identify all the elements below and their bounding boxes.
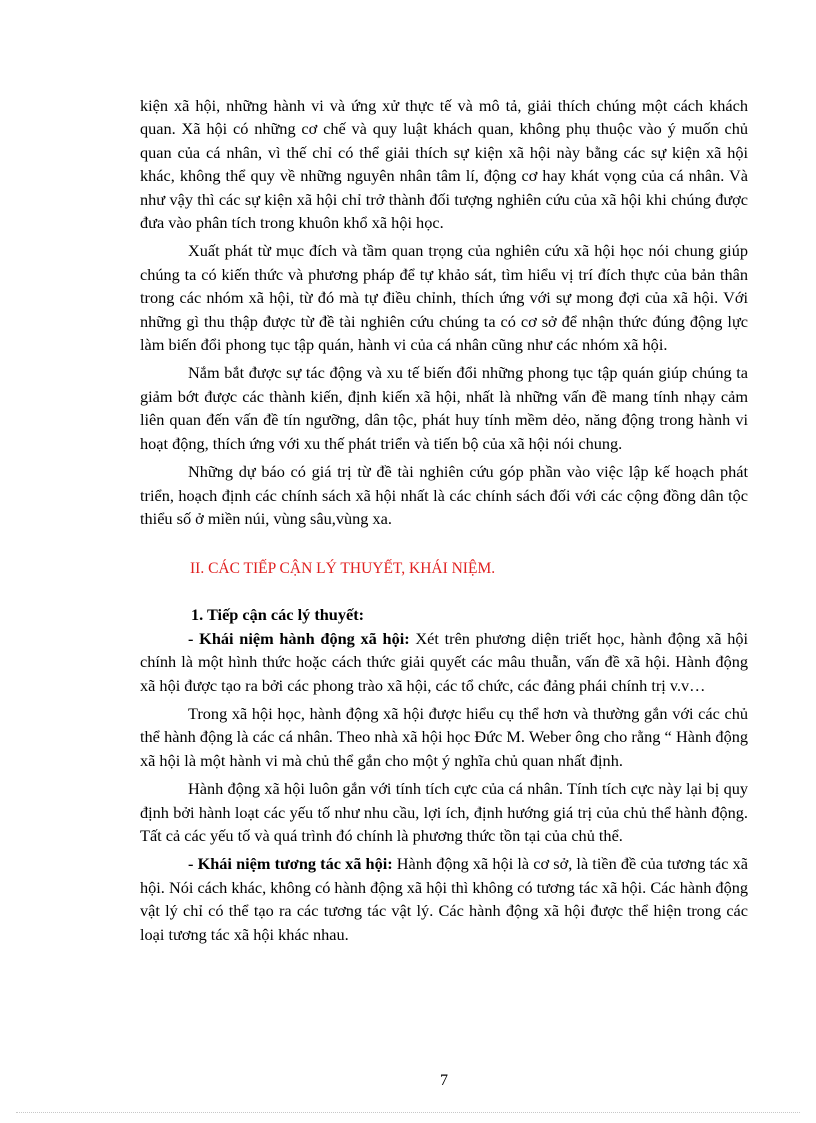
paragraph-1: kiện xã hội, những hành vi và ứng xử thực tế và mô tả, giải thích chúng một cách khách quan. Xã hội có những cơ chế và quy luật khách quan, không phụ thuộc vào ý muốn chủ quan của cá nhân, vì thế chỉ có thể giải thích sự kiện xã hội này bằng các sự kiện xã hội khác, không thể quy về những nguyên nhân tâm lí, động cơ hay khát vọng của cá nhân. Và như vậy thì các sự kiện xã hội chỉ trở thành đối tượng nghiên cứu của xã hội khi chúng được đưa vào phân tích trong khuôn khổ xã hội học. (140, 96, 748, 233)
page-number: 7 (440, 1072, 448, 1089)
paragraph-4: Những dự báo có giá trị từ đề tài nghiên cứu góp phần vào việc lập kế hoạch phát triển, hoạch định các chính sách xã hội nhất là các chính sách đối với các cộng đồng dân tộc thiểu số ở miền núi, vùng sâu,vùng xa. (140, 462, 748, 528)
document-body (140, 94, 748, 946)
concept-action-lead: - Khái niệm hành động xã hội: (188, 628, 410, 648)
paragraph-6: Trong xã hội học, hành động xã hội được hiểu cụ thể hơn và thường gắn với các chủ thể hành động là các cá nhân. Theo nhà xã hội học Đức M. Weber ông cho rằng “ Hành động xã hội là một hành vi mà chủ thể gắn cho một ý nghĩa chủ quan nhất định. (140, 703, 748, 770)
paragraph-concept-interaction (140, 852, 748, 946)
paragraph-concept-action (140, 627, 748, 697)
paragraph-2: Xuất phát từ mục đích và tầm quan trọng của nghiên cứu xã hội học nói chung giúp chúng ta có kiến thức và phương pháp để tự khảo sát, tìm hiểu vị trí đích thực của bản thân trong các nhóm xã hội, từ đó mà tự điều chỉnh, thích ứng với sự mong đợi của xã hội. Với những gì thu thập được từ đề tài nghiên cứu chúng ta có cơ sở để nhận thức đúng động lực làm biến đổi phong tục tập quán, hành vi của cá nhân cũng như các nhóm xã hội. (140, 241, 748, 355)
paragraph-7: Hành động xã hội luôn gắn với tính tích cực của cá nhân. Tính tích cực này lại bị quy định bởi hành loạt các yếu tố như nhu cầu, lợi ích, định hướng giá trị của chủ thể hành động. Tất cả các yếu tố và quá trình đó chính là phương thức tồn tại của chủ thể. (140, 779, 748, 845)
page-bottom-divider (16, 1112, 800, 1113)
concept-action-text: Xét trên phương diện triết học, hành động xã hội chính là một hình thức hoặc cách thức giải quyết các mâu thuẫn, vấn đề xã hội. Hành động xã hội được tạo ra bởi các phong trào xã hội, các tổ chức, các đảng phái chính trị v.v… (140, 628, 748, 695)
paragraph-3: Nắm bắt được sự tác động và xu tế biến đổi những phong tục tập quán giúp chúng ta giảm bớt được các thành kiến, định kiến xã hội, nhất là những vấn đề mang tính nhạy cảm liên quan đến vấn đề tín ngưỡng, dân tộc, phát huy tính mềm dẻo, năng động trong hành vi hoạt động, thích ứng với xu thế phát triển và tiến bộ của xã hội nói chung. (140, 363, 748, 453)
subheading: 1. Tiếp cận các lý thuyết: (191, 605, 365, 625)
section-heading: II. CÁC TIẾP CẬN LÝ THUYẾT, KHÁI NIỆM. (190, 560, 496, 578)
concept-interaction-lead: - Khái niệm tương tác xã hội: (188, 854, 393, 874)
concept-interaction-text: Hành động xã hội là cơ sở, là tiền đề của tương tác xã hội. Nói cách khác, không có hành động xã hội thì không có tương tác xã hội. Các hành động vật lý chỉ có thể tạo ra các tương tác vật lý. Các hành động xã hội được thể hiện trong các loại tương tác xã hội khác nhau. (140, 854, 748, 944)
